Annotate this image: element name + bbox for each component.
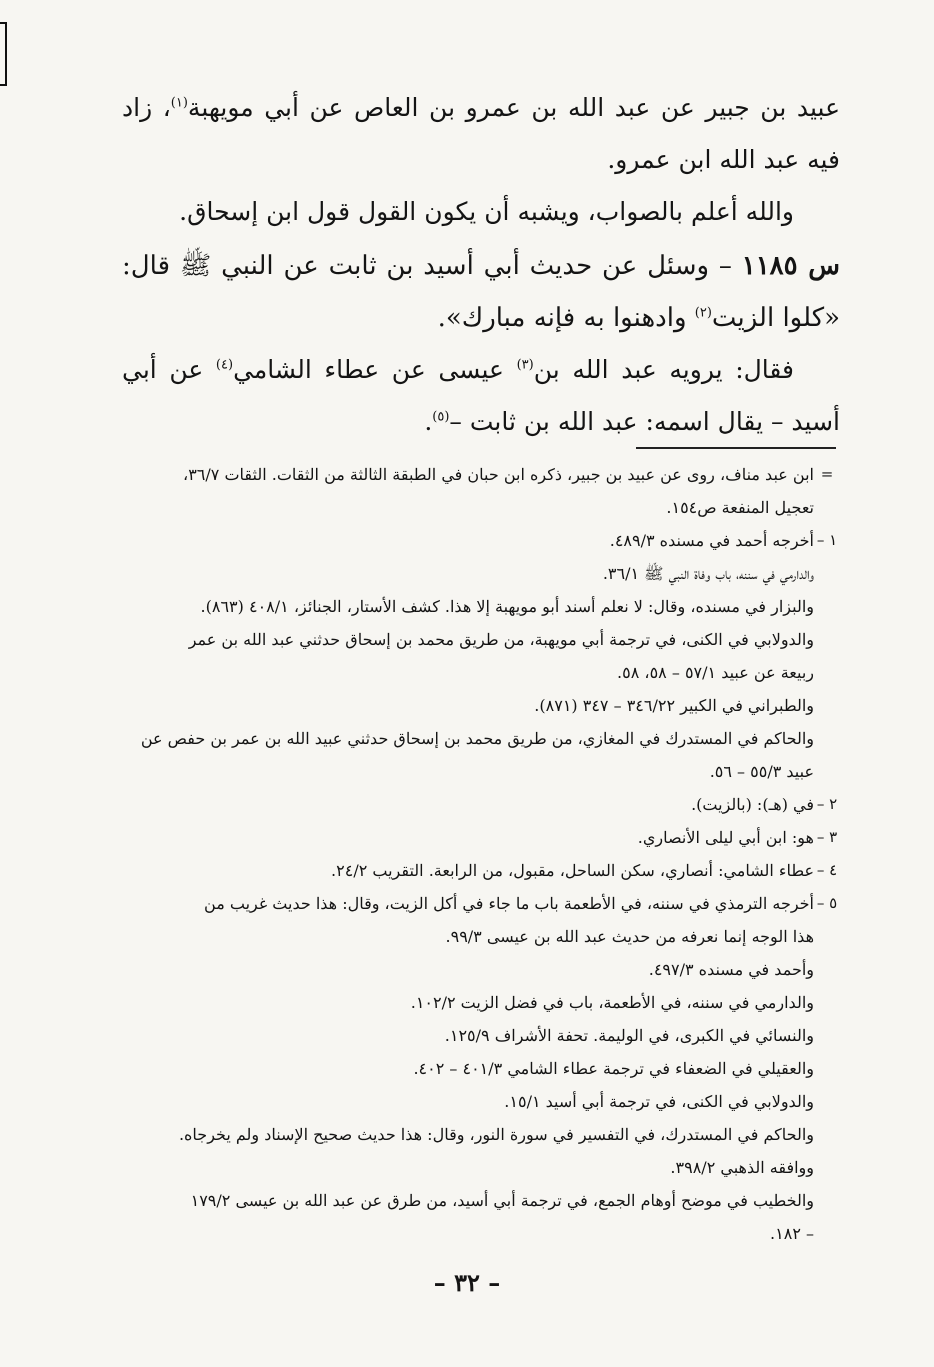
question-number: س ١١٨٥	[741, 251, 840, 281]
footnote-line: والخطيب في موضح أوهام الجمع، في ترجمة أبي أسيد، من طرق عن عبد الله بن عيسى ١٧٩/٢	[190, 1191, 814, 1210]
footnote-line: أخرجه الترمذي في سننه، في الأطعمة باب ما جاء في أكل الزيت، وقال: هذا حديث غريب من	[204, 894, 814, 913]
footnote-line: أخرجه أحمد في مسنده ٤٨٩/٣.	[609, 531, 814, 550]
footnote-line: في (هـ): (بالزيت).	[691, 795, 814, 814]
footnote-line: والبزار في مسنده، وقال: لا نعلم أسند أبو مويهبة إلا هذا. كشف الأستار، الجنائز، ٤٠٨/١ (٨٦٣).	[200, 597, 814, 616]
question-text: – وسئل عن حديث أبي أسيد بن ثابت عن النبي ﷺ قال: «كلوا الزيت	[122, 251, 840, 333]
footnote-line: هو: ابن أبي ليلى الأنصاري.	[637, 828, 814, 847]
footnote-line: والحاكم في المستدرك في المغازي، من طريق محمد بن إسحاق حدثني عبيد الله بن عمر بن حفص عن	[140, 729, 814, 748]
footnote-mark: =	[820, 465, 834, 483]
main-text	[122, 82, 840, 448]
footnote-separator	[636, 447, 836, 449]
question-tail: وادهنوا به فإنه مبارك».	[437, 303, 695, 333]
footnote-ref-2[interactable]: (٢)	[694, 305, 712, 321]
footnote-mark: ٥ –	[816, 894, 838, 912]
footnotes	[100, 458, 840, 1250]
page-edge-mark	[0, 22, 7, 86]
footnote-mark: ٣ –	[816, 828, 838, 846]
footnote-ref-3[interactable]: (٣)	[516, 357, 534, 373]
footnote-ref-4[interactable]: (٤)	[215, 357, 234, 373]
footnote-1	[100, 524, 840, 788]
answer-end: .	[424, 407, 433, 436]
footnote-line: – ١٨٢.	[770, 1224, 814, 1243]
footnote-line: والعقيلي في الضعفاء في ترجمة عطاء الشامي ٤٠١/٣ – ٤٠٢.	[413, 1059, 814, 1078]
footnote-5	[100, 887, 840, 1250]
paragraph-continuation	[122, 82, 840, 186]
footnote-continued	[100, 458, 840, 524]
question-1185	[122, 240, 840, 344]
paragraph-conclusion: والله أعلم بالصواب، ويشبه أن يكون القول قول ابن إسحاق.	[179, 197, 794, 226]
footnote-4	[100, 854, 840, 887]
footnote-line: عبيد ٥٥/٣ – ٥٦.	[709, 762, 814, 781]
page-number: – ٣٢ –	[433, 1268, 501, 1297]
footnote-line: والحاكم في المستدرك، في التفسير في سورة النور، وقال: هذا حديث صحيح الإسناد ولم يخرجاه.	[178, 1125, 814, 1144]
footnote-line: ربيعة عن عبيد ٥٧/١ – ٥٨، ٥٨.	[617, 663, 814, 682]
footnote-line: والدارمي في سننه، باب وفاة النبي ﷺ ٣٦/١.	[602, 564, 814, 583]
footnote-2	[100, 788, 840, 821]
footnote-ref-1[interactable]: (١)	[170, 95, 188, 111]
footnote-3	[100, 821, 840, 854]
answer-tail: عن أبي أسيد – يقال اسمه: عبد الله بن ثابت –	[122, 355, 840, 436]
footnote-line: والنسائي في الكبرى، في الوليمة. تحفة الأشراف ١٢٥/٩.	[444, 1026, 814, 1045]
answer-text: فقال: يرويه عبد الله بن	[533, 355, 794, 384]
footnote-line: والدولابي في الكنى، في ترجمة أبي أسيد ١٥/١.	[504, 1092, 814, 1111]
p1-tail-text: ، زاد فيه عبد الله ابن عمرو.	[122, 93, 840, 174]
footnote-line: وأحمد في مسنده ٤٩٧/٣.	[648, 960, 814, 979]
footnote-line: ابن عبد مناف، روى عن عبيد بن جبير، ذكره ابن حبان في الطبقة الثالثة من الثقات. الثقات ٣٦/٧،	[183, 465, 814, 484]
footnote-line: والطبراني في الكبير ٣٤٦/٢٢ – ٣٤٧ (٨٧١).	[534, 696, 814, 715]
footnote-line: ووافقه الذهبي ٣٩٨/٢.	[670, 1158, 814, 1177]
footnote-ref-5[interactable]: (٥)	[432, 409, 450, 425]
footnote-mark: ٤ –	[816, 861, 838, 879]
footnote-line: والدولابي في الكنى، في ترجمة أبي مويهبة، من طريق محمد بن إسحاق حدثني عبد الله بن عمر	[188, 630, 814, 649]
footnote-line: والدارمي في سننه، في الأطعمة، باب في فضل الزيت ١٠٢/٢.	[410, 993, 814, 1012]
footnote-line: تعجيل المنفعة ص١٥٤.	[666, 498, 814, 517]
answer-paragraph	[122, 344, 840, 448]
answer-mid: عيسى عن عطاء الشامي	[233, 355, 517, 384]
footnote-mark: ٢ –	[816, 795, 838, 813]
footnote-mark: ١ –	[816, 531, 838, 549]
p1-text: عبيد بن جبير عن عبد الله بن عمرو بن العاص عن أبي مويهبة	[187, 93, 840, 122]
footnote-line: عطاء الشامي: أنصاري، سكن الساحل، مقبول، من الرابعة. التقريب ٢٤/٢.	[331, 861, 814, 880]
footnote-line: هذا الوجه إنما نعرفه من حديث عبد الله بن عيسى ٩٩/٣.	[445, 927, 814, 946]
